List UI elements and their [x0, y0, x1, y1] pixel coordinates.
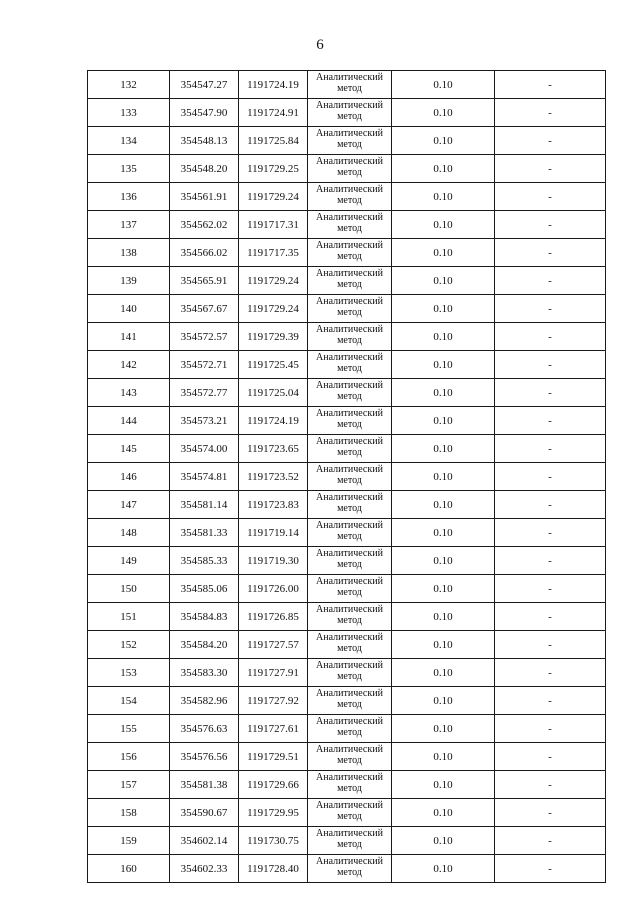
note-cell: - — [495, 827, 606, 855]
note-cell: - — [495, 99, 606, 127]
note-cell: - — [495, 323, 606, 351]
table-row — [88, 575, 606, 603]
y-coordinate-cell: 1191727.91 — [239, 659, 308, 687]
method-cell: Аналитический метод — [308, 715, 392, 743]
point-number-cell: 145 — [88, 435, 170, 463]
y-coordinate-cell: 1191724.19 — [239, 407, 308, 435]
table-row — [88, 687, 606, 715]
accuracy-cell: 0.10 — [392, 463, 495, 491]
point-number-cell: 160 — [88, 855, 170, 883]
method-cell: Аналитический метод — [308, 323, 392, 351]
table-row — [88, 379, 606, 407]
x-coordinate-cell: 354583.30 — [170, 659, 239, 687]
x-coordinate-cell: 354562.02 — [170, 211, 239, 239]
method-cell: Аналитический метод — [308, 155, 392, 183]
method-cell: Аналитический метод — [308, 743, 392, 771]
x-coordinate-cell: 354581.33 — [170, 519, 239, 547]
table-row — [88, 855, 606, 883]
point-number-cell: 156 — [88, 743, 170, 771]
method-cell: Аналитический метод — [308, 239, 392, 267]
note-cell: - — [495, 267, 606, 295]
table-row — [88, 211, 606, 239]
method-cell: Аналитический метод — [308, 435, 392, 463]
note-cell: - — [495, 435, 606, 463]
method-cell: Аналитический метод — [308, 827, 392, 855]
point-number-cell: 158 — [88, 799, 170, 827]
method-cell: Аналитический метод — [308, 855, 392, 883]
table-row — [88, 491, 606, 519]
x-coordinate-cell: 354602.33 — [170, 855, 239, 883]
table-row — [88, 771, 606, 799]
accuracy-cell: 0.10 — [392, 183, 495, 211]
table-row — [88, 295, 606, 323]
method-cell: Аналитический метод — [308, 267, 392, 295]
note-cell: - — [495, 519, 606, 547]
x-coordinate-cell: 354576.56 — [170, 743, 239, 771]
x-coordinate-cell: 354561.91 — [170, 183, 239, 211]
point-number-cell: 157 — [88, 771, 170, 799]
point-number-cell: 150 — [88, 575, 170, 603]
accuracy-cell: 0.10 — [392, 771, 495, 799]
table-row — [88, 239, 606, 267]
method-cell: Аналитический метод — [308, 71, 392, 99]
y-coordinate-cell: 1191719.30 — [239, 547, 308, 575]
table-row — [88, 631, 606, 659]
coordinates-table-body — [88, 71, 606, 883]
y-coordinate-cell: 1191729.24 — [239, 183, 308, 211]
x-coordinate-cell: 354566.02 — [170, 239, 239, 267]
point-number-cell: 136 — [88, 183, 170, 211]
point-number-cell: 139 — [88, 267, 170, 295]
point-number-cell: 138 — [88, 239, 170, 267]
y-coordinate-cell: 1191727.57 — [239, 631, 308, 659]
method-cell: Аналитический метод — [308, 575, 392, 603]
method-cell: Аналитический метод — [308, 519, 392, 547]
table-row — [88, 659, 606, 687]
note-cell: - — [495, 295, 606, 323]
note-cell: - — [495, 351, 606, 379]
table-row — [88, 435, 606, 463]
point-number-cell: 146 — [88, 463, 170, 491]
accuracy-cell: 0.10 — [392, 659, 495, 687]
note-cell: - — [495, 379, 606, 407]
y-coordinate-cell: 1191729.24 — [239, 267, 308, 295]
table-row — [88, 799, 606, 827]
point-number-cell: 154 — [88, 687, 170, 715]
accuracy-cell: 0.10 — [392, 519, 495, 547]
x-coordinate-cell: 354572.71 — [170, 351, 239, 379]
note-cell: - — [495, 659, 606, 687]
y-coordinate-cell: 1191717.31 — [239, 211, 308, 239]
point-number-cell: 152 — [88, 631, 170, 659]
y-coordinate-cell: 1191724.19 — [239, 71, 308, 99]
note-cell: - — [495, 211, 606, 239]
method-cell: Аналитический метод — [308, 99, 392, 127]
page-number: 6 — [316, 37, 324, 53]
method-cell: Аналитический метод — [308, 799, 392, 827]
table-row — [88, 351, 606, 379]
point-number-cell: 151 — [88, 603, 170, 631]
accuracy-cell: 0.10 — [392, 239, 495, 267]
y-coordinate-cell: 1191719.14 — [239, 519, 308, 547]
x-coordinate-cell: 354581.14 — [170, 491, 239, 519]
accuracy-cell: 0.10 — [392, 575, 495, 603]
x-coordinate-cell: 354574.00 — [170, 435, 239, 463]
accuracy-cell: 0.10 — [392, 267, 495, 295]
note-cell: - — [495, 547, 606, 575]
point-number-cell: 149 — [88, 547, 170, 575]
method-cell: Аналитический метод — [308, 211, 392, 239]
x-coordinate-cell: 354574.81 — [170, 463, 239, 491]
method-cell: Аналитический метод — [308, 407, 392, 435]
method-cell: Аналитический метод — [308, 379, 392, 407]
accuracy-cell: 0.10 — [392, 547, 495, 575]
note-cell: - — [495, 603, 606, 631]
point-number-cell: 141 — [88, 323, 170, 351]
accuracy-cell: 0.10 — [392, 743, 495, 771]
point-number-cell: 140 — [88, 295, 170, 323]
method-cell: Аналитический метод — [308, 547, 392, 575]
note-cell: - — [495, 239, 606, 267]
point-number-cell: 143 — [88, 379, 170, 407]
table-row — [88, 127, 606, 155]
x-coordinate-cell: 354576.63 — [170, 715, 239, 743]
accuracy-cell: 0.10 — [392, 379, 495, 407]
accuracy-cell: 0.10 — [392, 155, 495, 183]
accuracy-cell: 0.10 — [392, 99, 495, 127]
note-cell: - — [495, 407, 606, 435]
note-cell: - — [495, 855, 606, 883]
note-cell: - — [495, 715, 606, 743]
x-coordinate-cell: 354548.13 — [170, 127, 239, 155]
table-row — [88, 267, 606, 295]
point-number-cell: 144 — [88, 407, 170, 435]
x-coordinate-cell: 354584.83 — [170, 603, 239, 631]
note-cell: - — [495, 71, 606, 99]
table-row — [88, 519, 606, 547]
method-cell: Аналитический метод — [308, 463, 392, 491]
note-cell: - — [495, 155, 606, 183]
x-coordinate-cell: 354567.67 — [170, 295, 239, 323]
accuracy-cell: 0.10 — [392, 295, 495, 323]
table-row — [88, 407, 606, 435]
accuracy-cell: 0.10 — [392, 827, 495, 855]
y-coordinate-cell: 1191725.45 — [239, 351, 308, 379]
x-coordinate-cell: 354572.77 — [170, 379, 239, 407]
point-number-cell: 159 — [88, 827, 170, 855]
method-cell: Аналитический метод — [308, 771, 392, 799]
point-number-cell: 148 — [88, 519, 170, 547]
accuracy-cell: 0.10 — [392, 323, 495, 351]
point-number-cell: 133 — [88, 99, 170, 127]
method-cell: Аналитический метод — [308, 351, 392, 379]
table-row — [88, 71, 606, 99]
point-number-cell: 153 — [88, 659, 170, 687]
table-row — [88, 603, 606, 631]
note-cell: - — [495, 743, 606, 771]
note-cell: - — [495, 687, 606, 715]
table-row — [88, 463, 606, 491]
x-coordinate-cell: 354585.33 — [170, 547, 239, 575]
x-coordinate-cell: 354548.20 — [170, 155, 239, 183]
x-coordinate-cell: 354584.20 — [170, 631, 239, 659]
accuracy-cell: 0.10 — [392, 491, 495, 519]
accuracy-cell: 0.10 — [392, 715, 495, 743]
y-coordinate-cell: 1191729.39 — [239, 323, 308, 351]
x-coordinate-cell: 354572.57 — [170, 323, 239, 351]
x-coordinate-cell: 354573.21 — [170, 407, 239, 435]
y-coordinate-cell: 1191729.95 — [239, 799, 308, 827]
y-coordinate-cell: 1191729.25 — [239, 155, 308, 183]
method-cell: Аналитический метод — [308, 127, 392, 155]
x-coordinate-cell: 354585.06 — [170, 575, 239, 603]
note-cell: - — [495, 631, 606, 659]
note-cell: - — [495, 771, 606, 799]
x-coordinate-cell: 354582.96 — [170, 687, 239, 715]
table-row — [88, 715, 606, 743]
x-coordinate-cell: 354602.14 — [170, 827, 239, 855]
method-cell: Аналитический метод — [308, 687, 392, 715]
x-coordinate-cell: 354547.90 — [170, 99, 239, 127]
point-number-cell: 142 — [88, 351, 170, 379]
table-row — [88, 743, 606, 771]
point-number-cell: 134 — [88, 127, 170, 155]
y-coordinate-cell: 1191728.40 — [239, 855, 308, 883]
table-row — [88, 99, 606, 127]
x-coordinate-cell: 354547.27 — [170, 71, 239, 99]
accuracy-cell: 0.10 — [392, 799, 495, 827]
table-row — [88, 547, 606, 575]
method-cell: Аналитический метод — [308, 183, 392, 211]
y-coordinate-cell: 1191729.66 — [239, 771, 308, 799]
accuracy-cell: 0.10 — [392, 631, 495, 659]
accuracy-cell: 0.10 — [392, 407, 495, 435]
note-cell: - — [495, 799, 606, 827]
accuracy-cell: 0.10 — [392, 603, 495, 631]
table-row — [88, 183, 606, 211]
y-coordinate-cell: 1191723.65 — [239, 435, 308, 463]
note-cell: - — [495, 575, 606, 603]
x-coordinate-cell: 354565.91 — [170, 267, 239, 295]
y-coordinate-cell: 1191725.04 — [239, 379, 308, 407]
table-row — [88, 323, 606, 351]
y-coordinate-cell: 1191729.51 — [239, 743, 308, 771]
y-coordinate-cell: 1191726.00 — [239, 575, 308, 603]
x-coordinate-cell: 354590.67 — [170, 799, 239, 827]
point-number-cell: 147 — [88, 491, 170, 519]
coordinates-table — [87, 70, 606, 883]
note-cell: - — [495, 463, 606, 491]
method-cell: Аналитический метод — [308, 659, 392, 687]
method-cell: Аналитический метод — [308, 603, 392, 631]
accuracy-cell: 0.10 — [392, 71, 495, 99]
table-row — [88, 827, 606, 855]
accuracy-cell: 0.10 — [392, 211, 495, 239]
y-coordinate-cell: 1191726.85 — [239, 603, 308, 631]
y-coordinate-cell: 1191725.84 — [239, 127, 308, 155]
point-number-cell: 155 — [88, 715, 170, 743]
method-cell: Аналитический метод — [308, 295, 392, 323]
x-coordinate-cell: 354581.38 — [170, 771, 239, 799]
accuracy-cell: 0.10 — [392, 351, 495, 379]
point-number-cell: 135 — [88, 155, 170, 183]
note-cell: - — [495, 491, 606, 519]
y-coordinate-cell: 1191723.52 — [239, 463, 308, 491]
accuracy-cell: 0.10 — [392, 127, 495, 155]
accuracy-cell: 0.10 — [392, 855, 495, 883]
y-coordinate-cell: 1191730.75 — [239, 827, 308, 855]
y-coordinate-cell: 1191724.91 — [239, 99, 308, 127]
y-coordinate-cell: 1191729.24 — [239, 295, 308, 323]
y-coordinate-cell: 1191727.61 — [239, 715, 308, 743]
y-coordinate-cell: 1191723.83 — [239, 491, 308, 519]
accuracy-cell: 0.10 — [392, 435, 495, 463]
y-coordinate-cell: 1191717.35 — [239, 239, 308, 267]
method-cell: Аналитический метод — [308, 491, 392, 519]
note-cell: - — [495, 127, 606, 155]
method-cell: Аналитический метод — [308, 631, 392, 659]
y-coordinate-cell: 1191727.92 — [239, 687, 308, 715]
point-number-cell: 137 — [88, 211, 170, 239]
note-cell: - — [495, 183, 606, 211]
point-number-cell: 132 — [88, 71, 170, 99]
accuracy-cell: 0.10 — [392, 687, 495, 715]
table-row — [88, 155, 606, 183]
